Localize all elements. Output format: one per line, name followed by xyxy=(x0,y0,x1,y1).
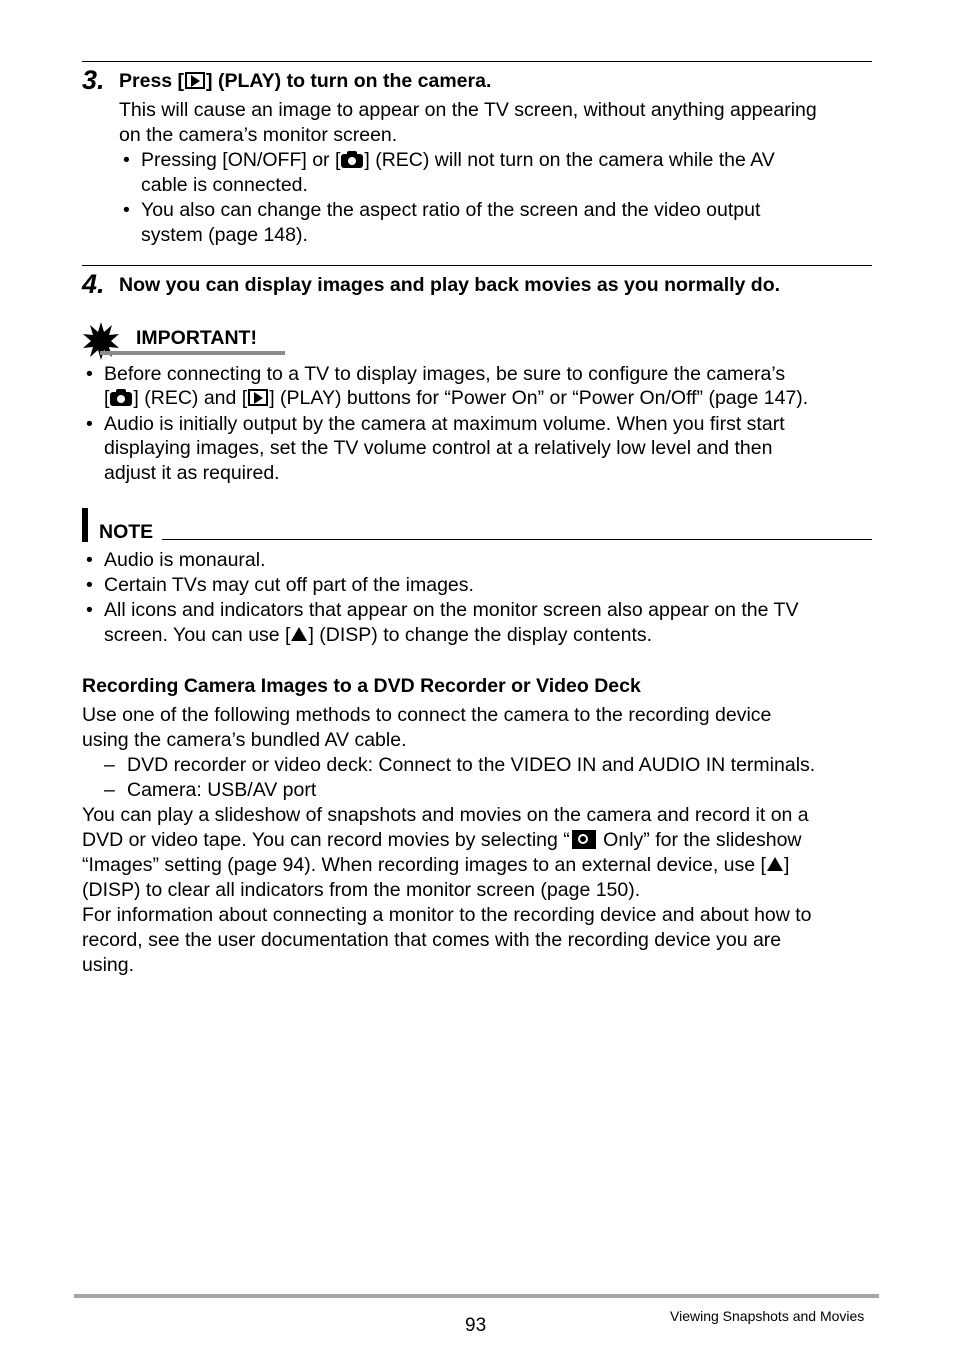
section-p2-line-3: “Images” setting (page 94). When recording images to an external device, use [ ] xyxy=(82,854,790,876)
section-p1-line-2: using the camera’s bundled AV cable. xyxy=(82,729,407,751)
section-p3-line-1: For information about connecting a monitor to the recording device and about how to xyxy=(82,904,812,926)
step-3-bullet-2-line-2: system (page 148). xyxy=(141,224,308,246)
important-bullet-2-line-1: Audio is initially output by the camera at maximum volume. When you first start xyxy=(104,413,785,435)
section-p3-line-3: using. xyxy=(82,954,135,976)
section-p2-line-2: DVD or video tape. You can record movies by selecting “ Only” for the slideshow xyxy=(82,829,802,851)
bullet-symbol: • xyxy=(86,549,93,571)
step-3-bullet-2-line-1: You also can change the aspect ratio of the screen and the video output xyxy=(141,199,761,221)
note-bullet-3-line-2: screen. You can use [ ] (DISP) to change the display contents. xyxy=(104,624,653,646)
camera-rec-icon xyxy=(341,151,363,168)
important-bullet-1-line-1: Before connecting to a TV to display images, be sure to configure the camera’s xyxy=(104,363,786,385)
top-rule xyxy=(82,61,872,62)
play-button-icon xyxy=(185,72,205,89)
dash-symbol: – xyxy=(104,779,115,801)
step-3-body-line-1: This will cause an image to appear on the TV screen, without anything appearing xyxy=(119,99,817,121)
bullet-symbol: • xyxy=(86,413,93,435)
note-bar-icon xyxy=(82,508,88,542)
important-label: IMPORTANT! xyxy=(136,327,257,349)
step-3-bullet-1-line-1: Pressing [ON/OFF] or [ ] (REC) will not turn on the camera while the AV xyxy=(141,149,775,171)
step-3-heading: Press [ ] (PLAY) to turn on the camera. xyxy=(119,70,492,92)
bullet-symbol: • xyxy=(123,149,130,171)
step-4-rule xyxy=(82,265,872,266)
note-bullet-3-line-1: All icons and indicators that appear on the monitor screen also appear on the TV xyxy=(104,599,799,621)
step-4-number: 4. xyxy=(82,269,105,299)
bullet-symbol: • xyxy=(86,599,93,621)
footer-rule xyxy=(74,1294,879,1298)
bullet-symbol: • xyxy=(123,199,130,221)
note-label: NOTE xyxy=(99,521,154,543)
bullet-symbol: • xyxy=(86,574,93,596)
section-heading: Recording Camera Images to a DVD Recorder or Video Deck xyxy=(82,675,641,697)
bullet-symbol: • xyxy=(86,363,93,385)
play-button-icon xyxy=(248,389,268,406)
section-p2-line-1: You can play a slideshow of snapshots and movies on the camera and record it on a xyxy=(82,804,809,826)
note-rule xyxy=(162,539,872,540)
movie-only-icon xyxy=(572,830,596,849)
note-bullet-1: Audio is monaural. xyxy=(104,549,266,571)
note-bullet-2: Certain TVs may cut off part of the images. xyxy=(104,574,474,596)
disp-triangle-icon xyxy=(291,627,307,641)
dash-symbol: – xyxy=(104,754,115,776)
page-number: 93 xyxy=(465,1315,487,1336)
disp-triangle-icon xyxy=(767,857,783,871)
step-4-heading: Now you can display images and play back movies as you normally do. xyxy=(119,274,781,296)
footer-section-title: Viewing Snapshots and Movies xyxy=(670,1308,865,1324)
important-bullet-2-line-3: adjust it as required. xyxy=(104,462,280,484)
section-dash-2: Camera: USB/AV port xyxy=(127,779,317,801)
important-bullet-2-line-2: displaying images, set the TV volume control at a relatively low level and then xyxy=(104,437,773,459)
camera-rec-icon xyxy=(110,389,132,406)
step-3-body-line-2: on the camera’s monitor screen. xyxy=(119,124,398,146)
section-p3-line-2: record, see the user documentation that comes with the recording device you are xyxy=(82,929,782,951)
important-underline xyxy=(100,351,285,355)
step-3-number: 3. xyxy=(82,65,105,95)
important-bullet-1-line-2: [ ] (REC) and [ ] (PLAY) buttons for “Power On” or “Power On/Off” (page 147). xyxy=(104,387,809,409)
section-dash-1: DVD recorder or video deck: Connect to the VIDEO IN and AUDIO IN terminals. xyxy=(127,754,816,776)
step-3-bullet-1-line-2: cable is connected. xyxy=(141,174,308,196)
section-p2-line-4: (DISP) to clear all indicators from the monitor screen (page 150). xyxy=(82,879,641,901)
section-p1-line-1: Use one of the following methods to connect the camera to the recording device xyxy=(82,704,772,726)
